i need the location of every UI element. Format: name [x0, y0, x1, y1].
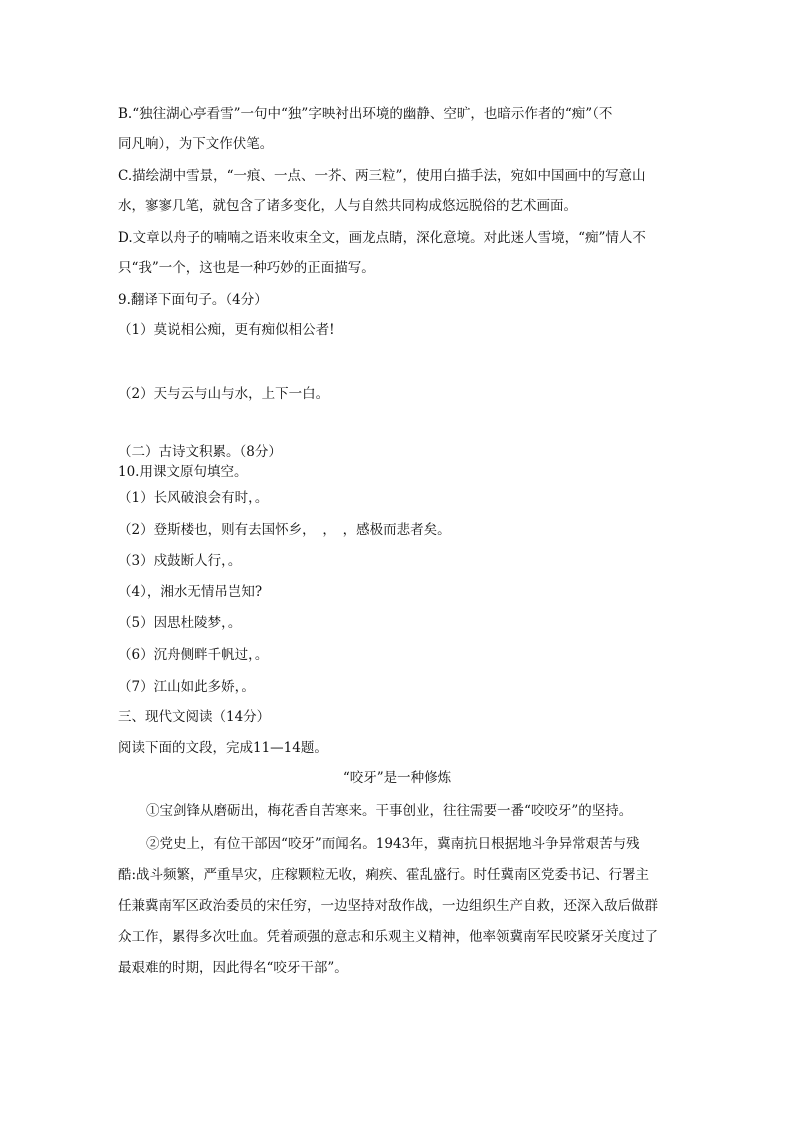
article-paragraph-2-line-3: 任兼冀南军区政治委员的宋任穷，一边坚持对敌作战，一边组织生产自救，还深入敌后做群 — [118, 898, 658, 914]
q10-item-3: （3）戍鼓断人行，。 — [118, 553, 242, 569]
q9-heading: 9.翻译下面句子。（4分） — [118, 292, 268, 308]
article-paragraph-2-line-5: 最艰难的时期，因此得名“咬牙干部”。 — [118, 960, 348, 976]
article-paragraph-2-line-4: 众工作，累得多次吐血。凭着顽强的意志和乐观主义精神，他率领冀南军民咬紧牙关度过了 — [118, 929, 658, 945]
q10-item-6: （6）沉舟侧畔千帆过，。 — [118, 647, 269, 663]
option-c-line-2: 水，寥寥几笔，就包含了诸多变化，人与自然共同构成悠远脱俗的艺术画面。 — [118, 198, 577, 214]
option-b-line-1: B.“独往湖心亭看雪”一句中“独”字映衬出环境的幽静、空旷，也暗示作者的“痴”（不 — [118, 106, 613, 122]
option-c-line-1: C.描绘湖中雪景，“一痕、一点、一芥、两三粒”，使用白描手法，宛如中国画中的写意山 — [118, 168, 646, 184]
article-paragraph-1: ①宝剑锋从磨砺出，梅花香自苦寒来。干事创业，往往需要一番“咬咬牙”的坚持。 — [146, 803, 633, 819]
option-d-line-1: D.文章以舟子的喃喃之语来收束全文，画龙点睛，深化意境。对此迷人雪境，“痴”情人不 — [118, 230, 646, 246]
option-b-line-2: 同凡响），为下文作伏笔。 — [118, 136, 274, 152]
q10-item-7: （7）江山如此多娇，。 — [118, 679, 255, 695]
part3-instruction: 阅读下面的文段，完成11—14题。 — [118, 740, 328, 756]
q9-item-1: （1）莫说相公痴，更有痴似相公者! — [118, 322, 335, 338]
q9-item-2: （2）天与云与山与水，上下一白。 — [118, 386, 330, 402]
q10-item-4: （4），湘水无情吊岂知? — [118, 584, 263, 600]
q10-item-5: （5）因思杜陵梦，。 — [118, 615, 242, 631]
article-paragraph-2-line-2: 酷:战斗频繁，严重旱灾，庄稼颗粒无收，痢疾、霍乱盛行。时任冀南区党委书记、行署主 — [118, 867, 650, 883]
part3-heading: 三、现代文阅读（14分） — [118, 709, 271, 725]
article-title: “咬牙”是一种修炼 — [342, 770, 452, 786]
q10-heading: 10.用课文原句填空。 — [118, 464, 248, 480]
q10-item-1: （1）长风破浪会有时，。 — [118, 490, 269, 506]
article-paragraph-2-line-1: ②党史上，有位干部因“咬牙”而闻名。1943年，冀南抗日根据地斗争异常艰苦与残 — [146, 836, 640, 852]
option-d-line-2: 只“我”一个，这也是一种巧妙的正面描写。 — [118, 260, 375, 276]
part2-heading: （二）古诗文积累。（8分） — [118, 444, 282, 460]
q10-item-2: （2）登斯楼也，则有去国怀乡， ， ，感极而悲者矣。 — [118, 522, 451, 538]
